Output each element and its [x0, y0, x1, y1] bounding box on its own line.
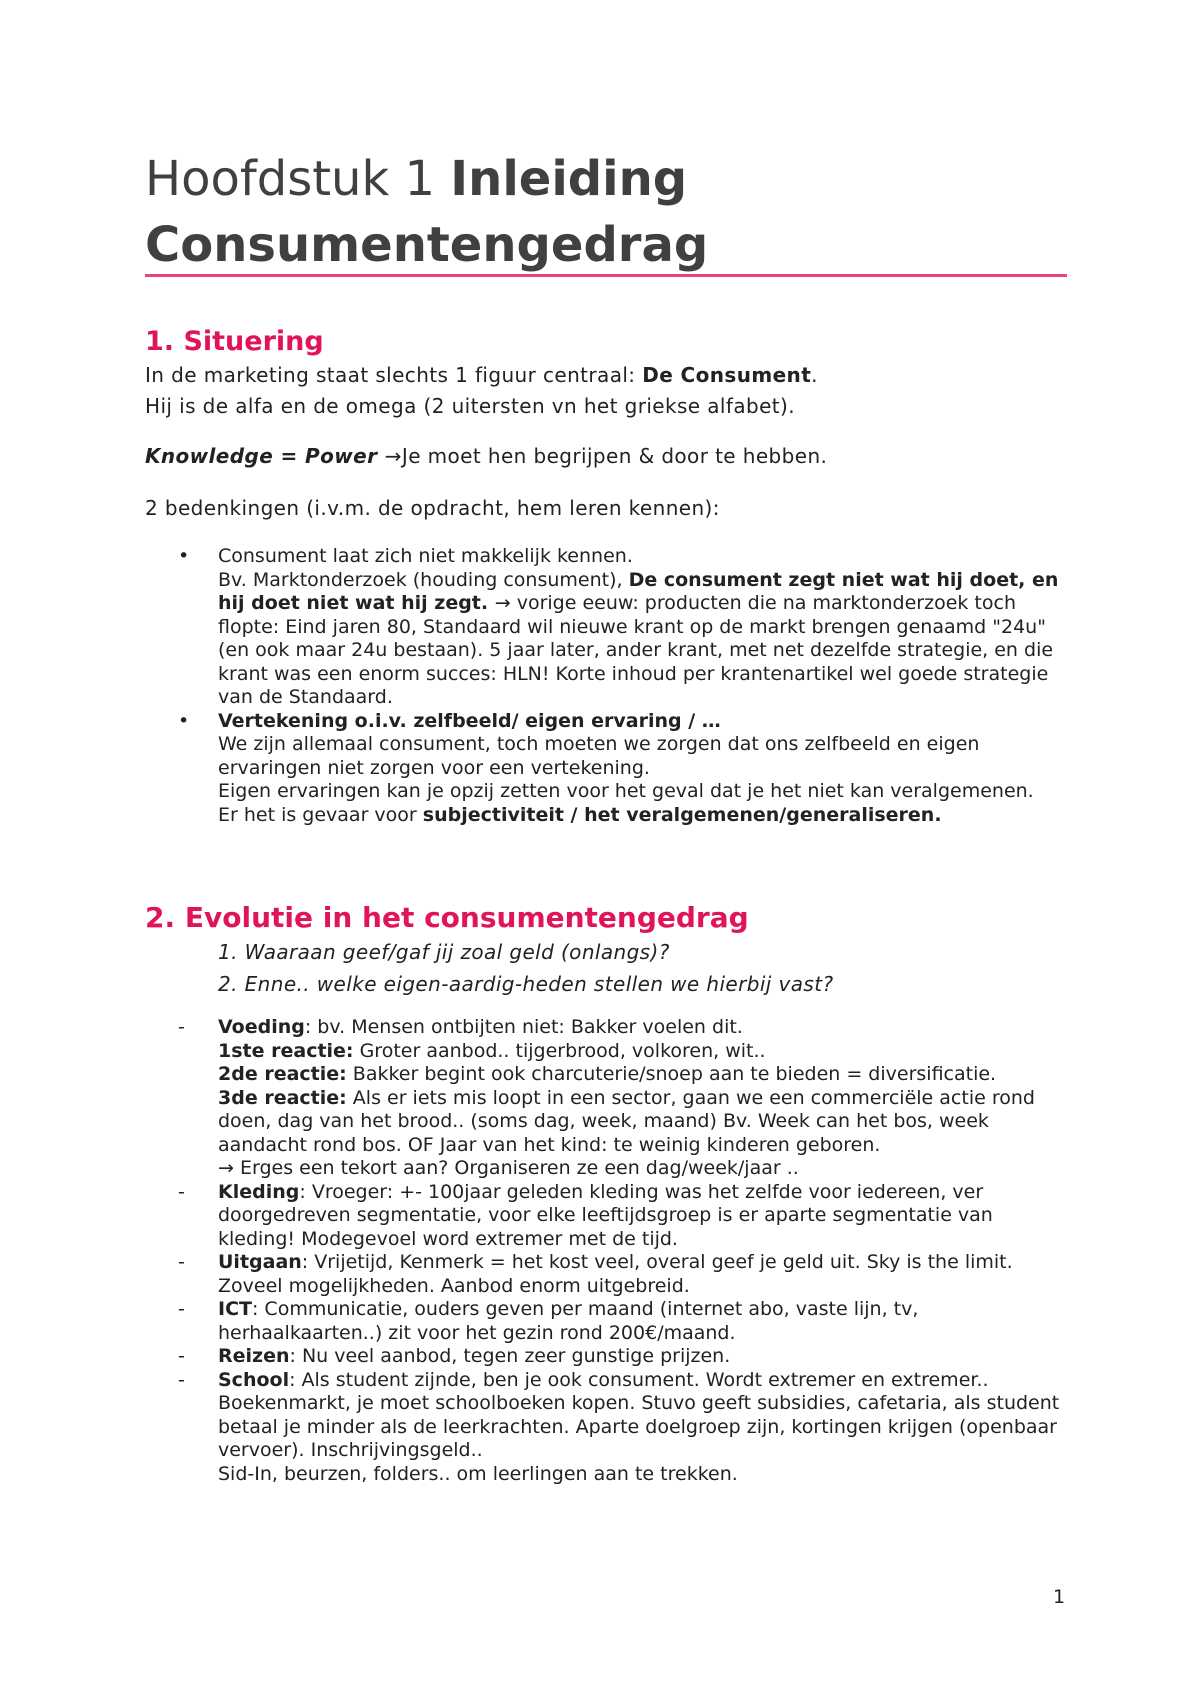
question-2: 2. Enne.. welke eigen-aardig-heden stellen we hierbij vast? [218, 972, 834, 996]
list-item-text [218, 1040, 1068, 1064]
list-item-label: ICT [218, 1298, 252, 1320]
list-item-label: Uitgaan [218, 1251, 302, 1273]
page-number: 1 [1053, 1586, 1066, 1608]
list-item-bold-text: De consument zegt niet wat hij doet, en hij doet niet wat hij zegt. [218, 568, 1059, 614]
list-item-text [218, 1181, 1068, 1252]
list-item [178, 545, 1068, 710]
list-item-text: : bv. Mensen ontbijten niet: Bakker voelen dit. [304, 1016, 743, 1038]
list-item-text: Bv. Marktonderzoek (houding consument), [218, 568, 629, 591]
arrow-icon: → [494, 592, 511, 614]
list-item-text [218, 1251, 1068, 1298]
list-item-text [218, 1063, 1068, 1087]
line-text: In de marketing staat slechts 1 figuur centraal: [145, 363, 643, 387]
list-item [178, 710, 1068, 828]
reaction-label: 2de reactie: [218, 1063, 347, 1085]
chapter-title-bold-1: Inleiding [450, 151, 688, 207]
list-item-text [218, 569, 1068, 710]
reaction-label: 1ste reactie: [218, 1039, 354, 1062]
list-item-text: We zijn allemaal consument, toch moeten we zorgen dat ons zelfbeeld en eigen ervaringen niet zorgen voor een vertekening. [218, 733, 980, 779]
list-item-text: Bakker begint ook charcuterie/snoep aan te bieden = diversificatie. [346, 1063, 997, 1085]
list-item-text: Er het is gevaar voor [218, 803, 423, 826]
list-item-text [218, 1345, 1068, 1369]
list-item [178, 1369, 1068, 1487]
section-2-heading: 2. Evolutie in het consumentengedrag [145, 901, 749, 934]
section-1-line-2: Hij is de alfa en de omega (2 uitersten vn het griekse alfabet). [145, 394, 795, 418]
line-text: . [811, 363, 818, 387]
section-2-dash-list [178, 1016, 1068, 1486]
list-item-text: Consument laat zich niet makkelijk kennen. [218, 545, 633, 567]
chapter-title-bold-2: Consumentengedrag [145, 217, 709, 273]
bullet-icon: • [178, 545, 190, 567]
bullet-icon: • [178, 709, 190, 732]
dash-icon: - [178, 1016, 185, 1038]
dash-icon: - [178, 1368, 185, 1391]
chapter-title-prefix: Hoofdstuk 1 [145, 151, 451, 207]
list-item-label: Voeding [218, 1016, 305, 1038]
list-item-label: Kleding [218, 1180, 300, 1203]
section-1-line-4: 2 bedenkingen (i.v.m. de opdracht, hem leren kennen): [145, 496, 720, 520]
list-item-text: Eigen ervaringen kan je opzij zetten voor het geval dat je het niet kan veralgemenen. [218, 780, 1034, 802]
list-item-label: School [218, 1368, 290, 1391]
dash-icon: - [178, 1180, 185, 1203]
section-1-heading: 1. Situering [145, 326, 324, 357]
list-item [178, 1345, 1068, 1369]
list-item-text: : Als student zijnde, ben je ook consument. Wordt extremer en extremer.. Boekenmarkt, je moet schoolboeken kopen. Stuvo geeft subsidies, cafetaria, als student betaal je minder als de leerkrachten. Aparte doelgroep zijn, kortingen krijgen (openbaar vervoer). Inschrijvingsgeld.. [218, 1368, 1060, 1461]
list-item-text [218, 1298, 1068, 1345]
arrow-icon: → [218, 1157, 234, 1179]
list-item-text: Sid-In, beurzen, folders.. om leerlingen aan te trekken. [218, 1462, 738, 1485]
list-item-text: : Communicatie, ouders geven per maand (internet abo, vaste lijn, tv, herhaalkaarten..) zit voor het gezin rond 200€/maand. [218, 1298, 919, 1344]
list-item [178, 1181, 1068, 1252]
list-item-text [218, 1157, 1068, 1181]
list-item [178, 1251, 1068, 1298]
chapter-title [145, 146, 1065, 278]
list-item-text: Erges een tekort aan? Organiseren ze een dag/week/jaar .. [233, 1157, 799, 1179]
arrow-icon: → [384, 444, 402, 468]
dash-icon: - [178, 1345, 185, 1367]
list-item [178, 1298, 1068, 1345]
list-item-text: : Nu veel aanbod, tegen zeer gunstige prijzen. [289, 1345, 731, 1367]
section-1-line-1 [145, 360, 818, 391]
section-1-line-3 [145, 441, 827, 472]
list-item-text: Als er iets mis loopt in een sector, gaan we een commerciële actie rond doen, dag van het brood.. (soms dag, week, maand) Bv. Week can het bos, week aandacht rond bos. OF Jaar van het kind: te weinig kinderen geboren. [218, 1086, 1035, 1156]
dash-icon: - [178, 1251, 185, 1273]
knowledge-power-text: Knowledge = Power [145, 444, 385, 468]
list-item [178, 1016, 1068, 1181]
list-item-text: : Vroeger: +- 100jaar geleden kleding was het zelfde voor iedereen, ver doorgedreven segmentatie, voor elke leeftijdsgroep is er aparte segmentatie van kleding! Modegevoel word extremer met de tijd. [218, 1180, 993, 1250]
title-underline-rule [145, 274, 1067, 277]
line-bold-text: De Consument [642, 363, 812, 387]
list-item-text [218, 1016, 1068, 1040]
question-1: 1. Waaraan geef/gaf jij zoal geld (onlangs)? [218, 940, 670, 964]
list-item-text: vorige eeuw: producten die na marktonderzoek toch flopte: Eind jaren 80, Standaard wil nieuwe krant op de markt brengen genaamd "24u" (en ook maar 24u bestaan). 5 jaar later, ander krant, met net dezelfde strategie, en die krant was een enorm succes: HLN! Korte inhoud per krantenartikel wel goede strategie van de Standaard. [218, 592, 1054, 708]
line-text: Je moet hen begrijpen & door te hebben. [401, 444, 828, 468]
list-item-bold-text: Vertekening o.i.v. zelfbeeld/ eigen ervaring / … [218, 709, 721, 732]
section-1-bullet-list [178, 545, 1068, 827]
list-item-text: Groter aanbod.. tijgerbrood, volkoren, wit.. [353, 1039, 766, 1062]
list-item-bold-text: subjectiviteit / het veralgemenen/generaliseren. [422, 803, 942, 826]
list-item-text [218, 1087, 1068, 1158]
list-item-text: : Vrijetijd, Kenmerk = het kost veel, overal geef je geld uit. Sky is the limit. Zoveel mogelijkheden. Aanbod enorm uitgebreid. [218, 1251, 1013, 1297]
list-item-text [218, 804, 1068, 828]
reaction-label: 3de reactie: [218, 1086, 347, 1109]
list-item-text [218, 1369, 1068, 1463]
list-item-label: Reizen [218, 1345, 290, 1367]
dash-icon: - [178, 1298, 185, 1320]
